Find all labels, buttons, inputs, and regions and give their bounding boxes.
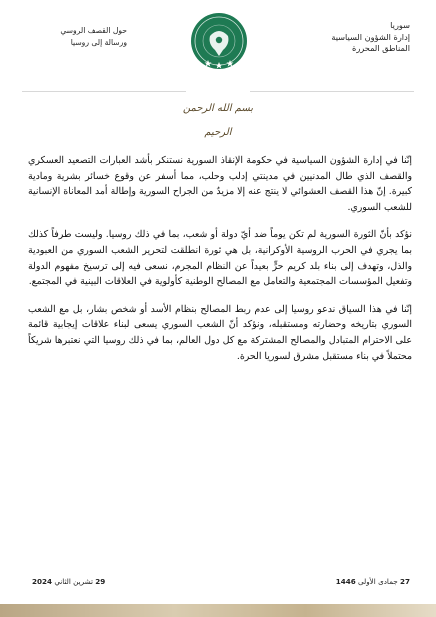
hijri-month: جمادى الأولى: [358, 577, 398, 586]
header-right-block: [320, 20, 410, 55]
divider-gap: [186, 87, 250, 96]
gregorian-date: [32, 577, 105, 586]
gregorian-year: 2024: [32, 577, 53, 586]
basmala: بسم الله الرحمن الرحيم: [182, 103, 254, 138]
header-region: المناطق المحررة: [352, 43, 410, 54]
paragraph-2: نؤكد بأنّ الثورة السورية لم تكن يوماً ضد أيّ دولة أو شعب، بما في ذلك روسيا. وليست طرفاً كذلك بما يجري في الحرب الروسية الأوكرانية، بل هي ثورة انطلقت لتحرير الشعب السوري من العبودية والذل، وتهدف إلى بناء بلد كريم حرٍّ بعيداً عن النظام المجرم، نسعى فيه إلى ترسيخ مفهوم الدولة وتفعيل المؤسسات المجتمعية والتعامل مع المصالح الوطنية كأولوية في العلاقات البينية في المجتمع.: [28, 229, 412, 288]
statement-subtopic: ورسالة إلى روسيا: [70, 38, 127, 47]
paragraph-1: إنّنا في إدارة الشؤون السياسية في حكومة الإنقاذ السورية نستنكر بأشد العبارات التصعيد العسكري والقصف الذي طال المدنيين في مدينتي إدلب وحلب، مما أسفر عن وقوع خسائر بشرية ومادية كبيرة. إنّ هذا القصف العشوائي لا ينتج عنه إلا مزيدٌ من الجراح السورية وإطالة أمد المعاناة الإنسانية للشعب السوري.: [28, 155, 412, 213]
header-left-block: [32, 25, 127, 49]
gregorian-month: تشرين الثاني: [54, 577, 93, 586]
paragraph-3: إنّنا في هذا السياق ندعو روسيا إلى عدم ربط المصالح بنظام الأسد أو شخص بشار، بل مع الشعب السوري بتاريخه وحضارته ومستقبله، ونؤكد أنّ الشعب السوري يسعى لبناء علاقات إيجابية قائمة على الاحترام المتبادل والمصالح المشتركة مع كل دول العالم، بما في ذلك روسيا التي نعتبرها شريكاً محتملاً في بناء مستقبل مشرق لسوريا الحرة.: [28, 303, 412, 362]
government-logo-icon: [190, 12, 248, 70]
header-department: إدارة الشؤون السياسية: [331, 31, 410, 42]
statement-body: [28, 153, 412, 376]
hijri-day: 27: [399, 577, 410, 586]
hijri-date: [336, 577, 410, 586]
gregorian-day: 29: [95, 577, 106, 586]
hijri-year: 1446: [335, 577, 356, 586]
statement-topic: حول القصف الروسي: [60, 26, 127, 35]
decorative-footer-band: [0, 604, 436, 617]
header-country: سوريا: [390, 20, 410, 30]
